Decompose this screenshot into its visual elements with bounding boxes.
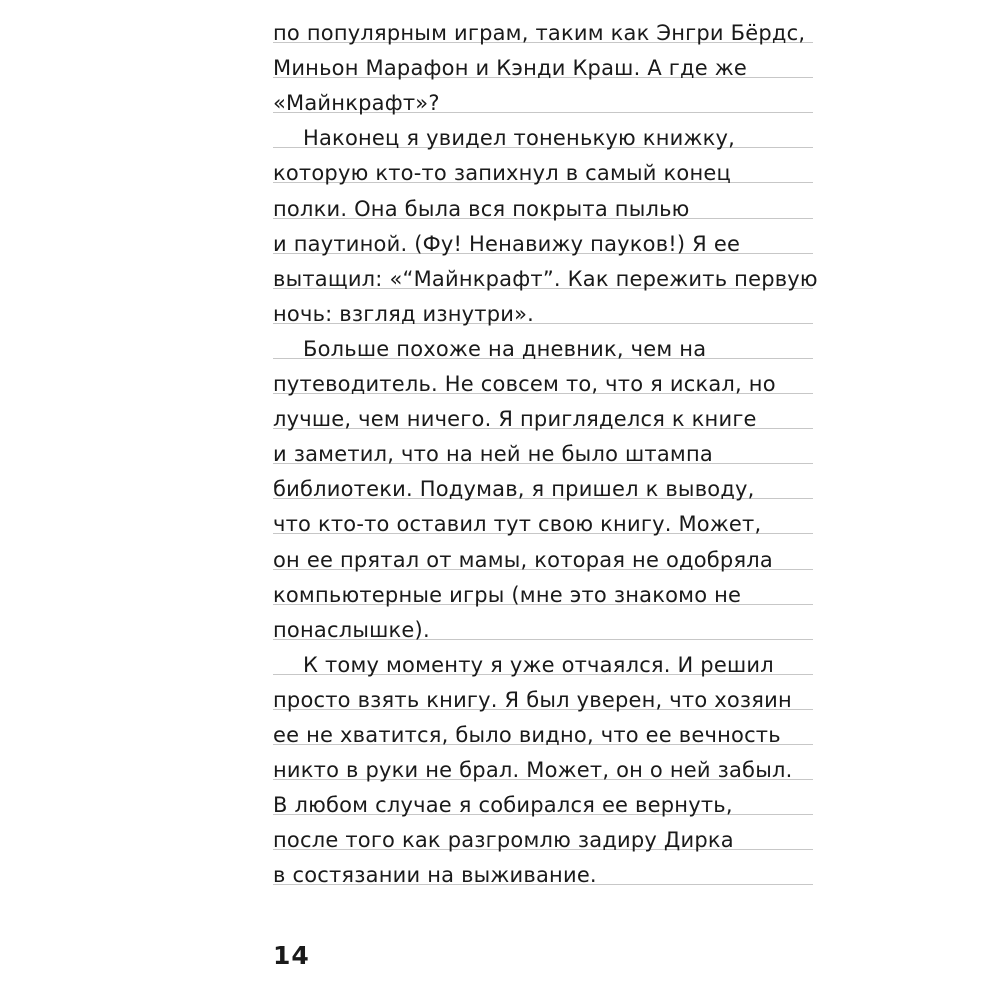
text-line: [273, 289, 813, 324]
text-line-content: которую кто-то запихнул в самый конец: [273, 161, 732, 186]
text-line-content: путеводитель. Не совсем то, что я искал, но: [273, 372, 776, 397]
text-line: [273, 8, 813, 46]
text-line-content: библиотеки. Подумав, я пришел к выводу,: [273, 477, 755, 502]
text-line-content: лучше, чем ничего. Я пригляделся к книге: [273, 407, 757, 432]
text-line: [273, 675, 813, 710]
text-line-content: компьютерные игры (мне это знакомо не: [273, 582, 742, 607]
text-line-content: Больше похоже на дневник, чем на: [303, 336, 707, 361]
text-line: [273, 359, 813, 397]
text-line-content: ее не хватится, было видно, что ее вечность: [273, 722, 781, 747]
text-line: [273, 324, 813, 359]
text-line: [273, 640, 813, 675]
text-line-content: и заметил, что на ней не было штампа: [273, 442, 713, 467]
text-line-content: ночь: взгляд изнутри».: [273, 301, 535, 326]
text-line-content: что кто-то оставил тут свою книгу. Может,: [273, 512, 762, 537]
text-line-content: вытащил: «“Майнкрафт”. Как пережить первую: [273, 266, 818, 291]
text-line: [273, 113, 813, 151]
text-line: [273, 534, 813, 572]
text-line: [273, 429, 813, 467]
text-line-content: он ее прятал от мамы, которая не одобряла: [273, 547, 773, 572]
text-line: [273, 254, 818, 291]
page-text: [273, 8, 818, 888]
text-line: [273, 78, 813, 116]
text-line-content: после того как разгромлю задиру Дирка: [273, 828, 734, 853]
page-number: 14: [273, 941, 310, 970]
text-line-content: и паутиной. (Фу! Ненавижу пауков!) Я ее: [273, 231, 741, 256]
text-line-content: К тому моменту я уже отчаялся. И решил: [303, 652, 774, 677]
text-line-content: понаслышке).: [273, 617, 430, 642]
text-line: [273, 148, 813, 186]
text-line-content: Миньон Марафон и Кэнди Краш. А где же: [273, 56, 747, 81]
text-line: [273, 464, 813, 502]
text-line-content: просто взять книгу. Я был уверен, что хозяин: [273, 687, 792, 712]
text-line: [273, 780, 813, 818]
text-line: [273, 219, 813, 254]
text-line: [273, 570, 813, 605]
text-line: [273, 43, 813, 81]
text-line: [273, 850, 813, 888]
text-line-content: В любом случае я собирался ее вернуть,: [273, 793, 733, 818]
text-line-content: никто в руки не брал. Может, он о ней забыл.: [273, 758, 793, 783]
text-line-content: Наконец я увидел тоненькую книжку,: [303, 126, 735, 151]
text-line: [273, 183, 813, 221]
text-line: [273, 745, 813, 783]
text-line-content: «Майнкрафт»?: [273, 91, 440, 116]
text-line: [273, 815, 813, 853]
text-line: [273, 605, 813, 640]
text-line: [273, 710, 813, 745]
text-line: [273, 499, 813, 537]
text-line-content: в состязании на выживание.: [273, 863, 597, 888]
text-line: [273, 394, 813, 432]
text-line-content: полки. Она была вся покрыта пылью: [273, 196, 690, 221]
text-line-content: по популярным играм, таким как Энгри Бёрдс,: [273, 21, 806, 46]
